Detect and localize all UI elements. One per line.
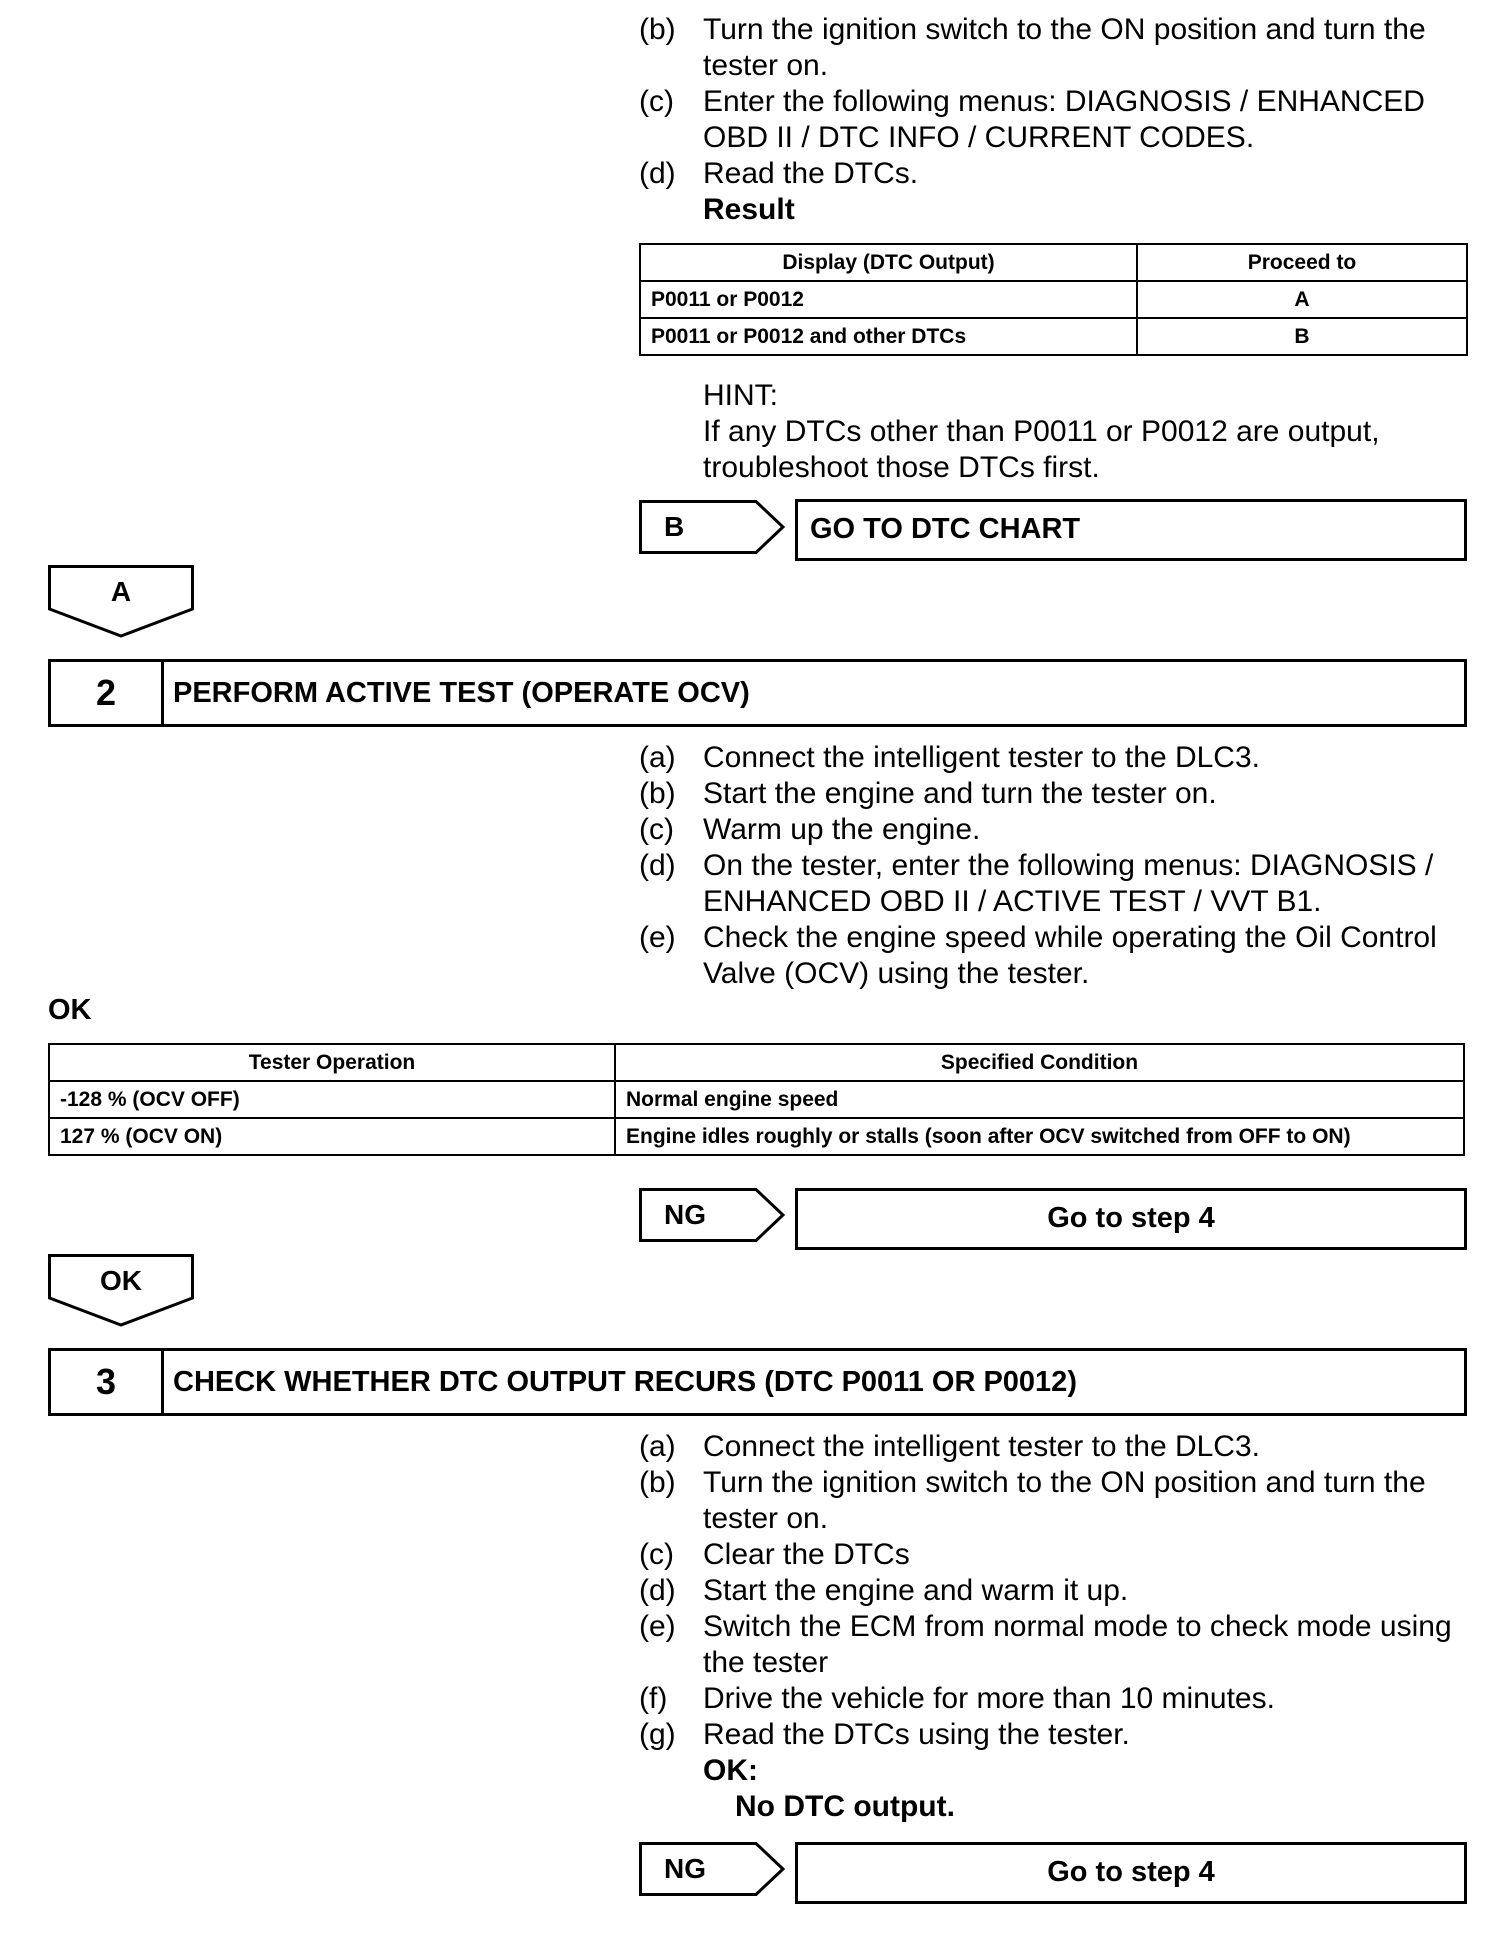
step-text: Switch the ECM from normal mode to check mode using (703, 1610, 1452, 1643)
step-2-header (48, 659, 1467, 727)
down-arrow-ok-label: OK (100, 1265, 142, 1296)
hint-text: troubleshoot those DTCs first. (703, 451, 1100, 484)
step-f (639, 1681, 1469, 1717)
branch-ng-label (639, 1842, 719, 1896)
table-cell: A (1137, 281, 1467, 318)
branch-target-step-4[interactable] (795, 1842, 1467, 1904)
step-label: (b) (639, 777, 676, 810)
step-label: (d) (639, 1574, 676, 1607)
step-text: Clear the DTCs (703, 1538, 910, 1571)
table-cell: P0011 or P0012 (640, 281, 1137, 318)
ok-label-row (639, 1753, 1469, 1789)
hint-block (639, 378, 1469, 486)
ok-value: No DTC output. (735, 1790, 955, 1823)
step-label: (c) (639, 1538, 674, 1571)
table-cell: Engine idles roughly or stalls (soon after OCV switched from OFF to ON) (615, 1118, 1464, 1155)
step-text: Connect the intelligent tester to the DLC3. (703, 1430, 1260, 1463)
branch-target-text: GO TO DTC CHART (810, 513, 1081, 545)
table-header-row (49, 1044, 1464, 1081)
step-text: Warm up the engine. (703, 813, 981, 846)
step-d (639, 848, 1469, 884)
step-d-cont (639, 884, 1469, 920)
step-d (639, 1573, 1469, 1609)
step-label: (d) (639, 849, 676, 882)
table-row (49, 1118, 1464, 1155)
branch-label-text: NG (664, 1199, 706, 1230)
step-text: tester on. (703, 1502, 829, 1535)
branch-label-text: NG (664, 1853, 706, 1884)
step-number: 3 (51, 1351, 164, 1413)
step-a (639, 1429, 1469, 1465)
step-label: (d) (639, 157, 676, 190)
step-text: Turn the ignition switch to the ON position and turn the (703, 13, 1426, 46)
table-cell: P0011 or P0012 and other DTCs (640, 318, 1137, 355)
step-label: (a) (639, 1430, 676, 1463)
table-row (640, 318, 1467, 355)
branch-arrow-icon (716, 1188, 786, 1242)
step-e-cont (639, 1645, 1469, 1681)
branch-target-text: Go to step 4 (1047, 1856, 1215, 1888)
result-label-row (639, 192, 1469, 228)
hint-line (639, 450, 1469, 486)
step-b (639, 1465, 1469, 1501)
step-c (639, 84, 1469, 120)
table-header-row (640, 244, 1467, 281)
step-e (639, 1609, 1469, 1645)
ok-label: OK (48, 994, 92, 1026)
step-text: tester on. (703, 49, 829, 82)
step-label: (e) (639, 921, 676, 954)
table-header: Proceed to (1137, 244, 1467, 281)
step-d (639, 156, 1469, 192)
down-arrow-a-label: A (110, 576, 132, 607)
ok-value-row (639, 1789, 1469, 1825)
hint-text: If any DTCs other than P0011 or P0012 are output, (703, 415, 1380, 448)
step-3-header (48, 1348, 1467, 1416)
table-row (640, 281, 1467, 318)
step-e-cont (639, 956, 1469, 992)
step-b (639, 12, 1469, 48)
step-text: Valve (OCV) using the tester. (703, 957, 1090, 990)
table-row (49, 1081, 1464, 1118)
step-c (639, 812, 1469, 848)
result-label: Result (703, 193, 795, 226)
table-header: Tester Operation (49, 1044, 615, 1081)
step-label: (c) (639, 813, 674, 846)
branch-arrow-icon (716, 1842, 786, 1896)
s2-steps (639, 740, 1469, 992)
branch-ng-label (639, 1188, 719, 1242)
branch-arrow-icon (716, 500, 786, 554)
step-title: PERFORM ACTIVE TEST (OPERATE OCV) (173, 677, 750, 709)
step-g (639, 1717, 1469, 1753)
step-label: (g) (639, 1718, 676, 1751)
step-b (639, 776, 1469, 812)
step-text: the tester (703, 1646, 829, 1679)
ok-label: OK: (703, 1754, 758, 1787)
table-cell: -128 % (OCV OFF) (49, 1081, 615, 1118)
step-text: On the tester, enter the following menus: DIAGNOSIS / (703, 849, 1434, 882)
step-b-cont (639, 48, 1469, 84)
branch-label-text: B (664, 511, 685, 542)
step-label: (b) (639, 1466, 676, 1499)
step-number: 2 (51, 662, 164, 724)
table-header: Specified Condition (615, 1044, 1464, 1081)
step-text: Enter the following menus: DIAGNOSIS / ENHANCED (703, 85, 1425, 118)
step-a (639, 740, 1469, 776)
step-label: (a) (639, 741, 676, 774)
step-text: Read the DTCs. (703, 157, 919, 190)
step-b-cont (639, 1501, 1469, 1537)
step-label: (e) (639, 1610, 676, 1643)
step-text: Connect the intelligent tester to the DLC3. (703, 741, 1260, 774)
step-text: Read the DTCs using the tester. (703, 1718, 1130, 1751)
step-label: (b) (639, 13, 676, 46)
step-c (639, 1537, 1469, 1573)
step-label: (f) (639, 1682, 668, 1715)
table-header: Display (DTC Output) (640, 244, 1137, 281)
table-cell: Normal engine speed (615, 1081, 1464, 1118)
step-c-cont (639, 120, 1469, 156)
s1-steps (639, 12, 1469, 228)
step-text: Start the engine and turn the tester on. (703, 777, 1217, 810)
step-label: (c) (639, 85, 674, 118)
step-text: ENHANCED OBD II / ACTIVE TEST / VVT B1. (703, 885, 1322, 918)
step-title: CHECK WHETHER DTC OUTPUT RECURS (DTC P0011 OR P0012) (173, 1366, 1077, 1398)
step-text: Start the engine and warm it up. (703, 1574, 1129, 1607)
step-text: Turn the ignition switch to the ON position and turn the (703, 1466, 1426, 1499)
result-table (639, 243, 1468, 356)
hint-label-row (639, 378, 1469, 414)
table-cell: 127 % (OCV ON) (49, 1118, 615, 1155)
branch-target-dtc-chart[interactable] (795, 499, 1467, 561)
step-e (639, 920, 1469, 956)
branch-target-step-4[interactable] (795, 1188, 1467, 1250)
step-text: OBD II / DTC INFO / CURRENT CODES. (703, 121, 1255, 154)
branch-b-label (639, 500, 719, 554)
step-text: Drive the vehicle for more than 10 minutes. (703, 1682, 1275, 1715)
active-test-table (48, 1043, 1465, 1156)
table-cell: B (1137, 318, 1467, 355)
s3-steps (639, 1429, 1469, 1825)
branch-target-text: Go to step 4 (1047, 1202, 1215, 1234)
hint-label: HINT: (703, 379, 778, 412)
step-text: Check the engine speed while operating the Oil Control (703, 921, 1437, 954)
hint-line (639, 414, 1469, 450)
